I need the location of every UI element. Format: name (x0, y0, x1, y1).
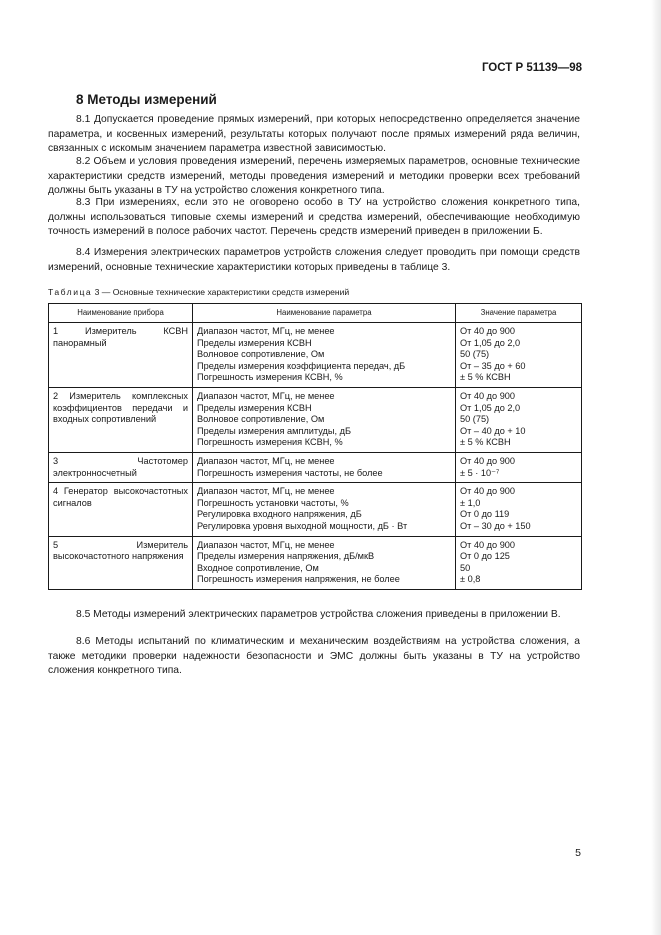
table-header-row (49, 304, 582, 323)
parameter-name: Пределы измерения напряжения, дБ/мкВ (197, 551, 375, 562)
parameter-name: Диапазон частот, МГц, не менее (197, 539, 335, 550)
table-row (49, 387, 582, 452)
parameter-value: 50 (75) (460, 414, 490, 425)
table-row (49, 536, 582, 589)
parameter-name: Волновое сопротивление, Ом (197, 414, 325, 425)
table-row (49, 323, 582, 388)
parameter-value: ± 0,8 (460, 574, 481, 585)
parameter-name: Погрешность измерения КСВН, % (197, 372, 343, 383)
parameter-name: Погрешность измерения КСВН, % (197, 437, 343, 448)
table-caption-label: Таблица (48, 287, 93, 297)
values-cell (456, 452, 582, 482)
paragraph-8-6: 8.6 Методы испытаний по климатическим и механическим воздействиям на устройства сложения, а также методики проверки надежности безопасности и ЭМС должны быть указаны в ТУ на устройство сложения конкретного типа. (48, 636, 580, 677)
paragraph-8-1: 8.1 Допускается проведение прямых измерений, при которых непосредственно определяется значение параметра, и косвенных измерений, результаты которых получают после прямых измерений ряда величин, связанных с искомым значением параметра известной зависимостью. (48, 114, 580, 155)
parameter-value: От – 40 до + 10 (460, 425, 526, 436)
paragraph-8-4: 8.4 Измерения электрических параметров устройств сложения следует проводить при помощи средств измерений, основные технические характеристики которых приведены в таблице 3. (48, 247, 580, 273)
table-body (49, 323, 582, 590)
parameter-name: Диапазон частот, МГц, не менее (197, 486, 335, 497)
parameter-name: Диапазон частот, МГц, не менее (197, 326, 335, 336)
page-edge-shadow (651, 0, 661, 935)
parameter-value: От – 35 до + 60 (460, 360, 526, 371)
parameter-value: От 0 до 125 (460, 551, 510, 562)
parameter-name: Пределы измерения коэффициента передач, дБ (197, 360, 406, 371)
parameter-value: От 1,05 до 2,0 (460, 402, 521, 413)
parameter-value: От – 30 до + 150 (460, 520, 531, 531)
parameter-value: От 40 до 900 (460, 326, 516, 336)
parameter-value: От 40 до 900 (460, 455, 516, 466)
parameters-cell (193, 452, 456, 482)
parameter-name: Погрешность установки частоты, % (197, 497, 349, 508)
parameter-value: ± 5 % КСВН (460, 372, 511, 383)
paragraph-8-2: 8.2 Объем и условия проведения измерений, перечень измеряемых параметров, основные технические характеристики средств измерений, методы проведения измерений и методики проверки всех требований должны быть указаны в ТУ на устройство сложения конкретного типа. (48, 156, 580, 197)
header-value: Значение параметра (456, 304, 582, 323)
table-caption-text: 3 — Основные технические характеристики средств измерений (94, 287, 350, 297)
device-name-cell: 5 Измеритель высокочастотного напряжения (49, 536, 193, 589)
parameter-value: 50 (75) (460, 349, 490, 360)
device-name-cell: 3 Частотомер электронносчетный (49, 452, 193, 482)
document-code: ГОСТ Р 51139—98 (481, 62, 582, 74)
paragraph-8-3: 8.3 При измерениях, если это не оговорено особо в ТУ на устройство сложения конкретного типа, должны использоваться типовые схемы измерений и средства измерений, обеспечивающие необходимую точность измерений в полосе рабочих частот. Перечень средств измерений приведен в приложении Б. (48, 197, 580, 238)
device-name-cell: 4 Генератор высокочастотных сигналов (49, 483, 193, 536)
table-caption (48, 287, 349, 297)
parameters-cell (193, 387, 456, 452)
measurement-instruments-table (48, 303, 582, 590)
parameter-name: Пределы измерения амплитуды, дБ (197, 425, 351, 436)
parameter-name: Входное сопротивление, Ом (197, 562, 319, 573)
parameter-value: ± 5 · 10⁻⁷ (460, 467, 500, 478)
table-row (49, 483, 582, 536)
values-cell (456, 483, 582, 536)
parameter-name: Погрешность измерения напряжения, не более (197, 574, 400, 585)
section-title: 8 Методы измерений (76, 92, 217, 107)
values-cell (456, 536, 582, 589)
parameter-value: От 40 до 900 (460, 539, 516, 550)
parameter-name: Пределы измерения КСВН (197, 402, 312, 413)
parameter-name: Диапазон частот, МГц, не менее (197, 455, 335, 466)
values-cell (456, 323, 582, 388)
paragraph-8-5: 8.5 Методы измерений электрических параметров устройства сложения приведены в приложении В. (76, 609, 561, 620)
parameters-cell (193, 323, 456, 388)
parameter-value: 50 (460, 562, 471, 573)
table-row (49, 452, 582, 482)
parameter-value: ± 1,0 (460, 497, 481, 508)
parameter-name: Диапазон частот, МГц, не менее (197, 390, 335, 401)
parameter-value: От 40 до 900 (460, 390, 516, 401)
header-device: Наименование прибора (49, 304, 193, 323)
parameter-name: Регулировка уровня выходной мощности, дБ · Вт (197, 520, 408, 531)
parameter-value: ± 5 % КСВН (460, 437, 511, 448)
page-number: 5 (575, 847, 581, 859)
parameter-name: Волновое сопротивление, Ом (197, 349, 325, 360)
header-parameter: Наименование параметра (193, 304, 456, 323)
parameter-name: Пределы измерения КСВН (197, 337, 312, 348)
device-name-cell: 2 Измеритель комплексных коэффициентов передачи и входных сопротивлений (49, 387, 193, 452)
parameters-cell (193, 483, 456, 536)
values-cell (456, 387, 582, 452)
parameter-name: Регулировка входного напряжения, дБ (197, 509, 362, 520)
parameter-value: От 40 до 900 (460, 486, 516, 497)
parameter-value: От 0 до 119 (460, 509, 510, 520)
parameter-value: От 1,05 до 2,0 (460, 337, 521, 348)
parameter-name: Погрешность измерения частоты, не более (197, 467, 383, 478)
device-name-cell: 1 Измеритель КСВН панорамный (49, 323, 193, 388)
parameters-cell (193, 536, 456, 589)
